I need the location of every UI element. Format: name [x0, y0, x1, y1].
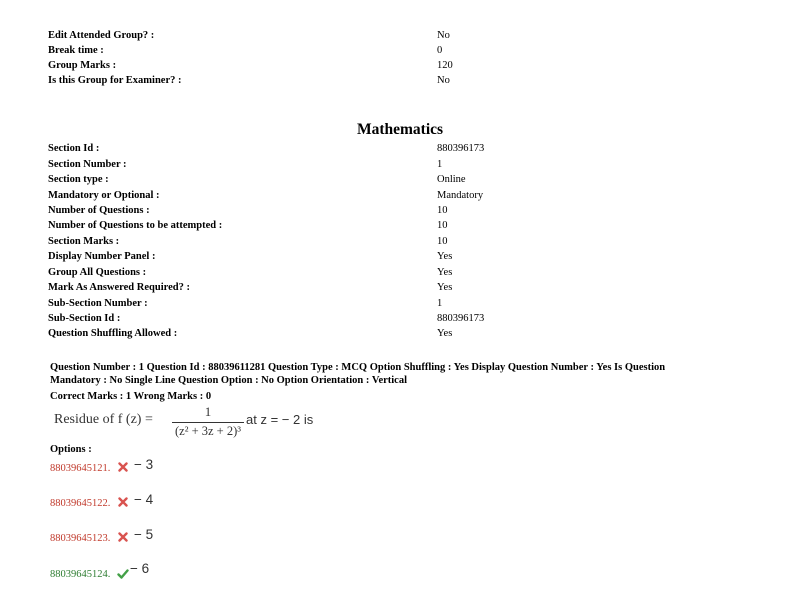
setting-value: 10 — [437, 236, 448, 247]
setting-label: Question Shuffling Allowed : — [48, 328, 178, 339]
option-answer: − 4 — [134, 492, 154, 507]
option-answer: − 5 — [134, 527, 154, 542]
setting-row — [48, 75, 568, 90]
setting-row — [48, 251, 568, 266]
option-id: 88039645122. — [50, 498, 111, 509]
fraction-denominator: (z² + 3z + 2)³ — [174, 424, 241, 438]
setting-label: Break time : — [48, 45, 104, 56]
question-info — [50, 361, 730, 387]
setting-row — [48, 267, 568, 282]
setting-label: Section Number : — [48, 159, 127, 170]
setting-value: Yes — [437, 267, 453, 278]
setting-row — [48, 313, 568, 328]
cross-icon — [117, 531, 129, 543]
option-answer: − 3 — [134, 457, 154, 472]
setting-value: No — [437, 75, 450, 86]
setting-value: 880396173 — [437, 313, 485, 324]
cross-icon — [117, 461, 129, 473]
setting-row — [48, 328, 568, 343]
question-marks: Correct Marks : 1 Wrong Marks : 0 — [50, 391, 212, 402]
setting-label: Group All Questions : — [48, 267, 147, 278]
setting-label: Section type : — [48, 174, 109, 185]
setting-label: Sub-Section Id : — [48, 313, 121, 324]
setting-value: Online — [437, 174, 466, 185]
setting-value: 10 — [437, 220, 448, 231]
setting-value: Yes — [437, 251, 453, 262]
question-text-suffix: at z = − 2 is — [246, 412, 314, 427]
setting-label: Group Marks : — [48, 60, 117, 71]
section-title: Mathematics — [356, 121, 444, 138]
setting-row — [48, 60, 568, 75]
setting-value: Yes — [437, 282, 453, 293]
setting-value: 1 — [437, 298, 443, 309]
setting-value: Yes — [437, 328, 453, 339]
setting-label: Edit Attended Group? : — [48, 30, 155, 41]
check-icon — [117, 568, 129, 580]
setting-row — [48, 45, 568, 60]
setting-value: Mandatory — [437, 190, 484, 201]
setting-value: No — [437, 30, 450, 41]
option-id: 88039645124. — [50, 569, 111, 580]
setting-label: Number of Questions : — [48, 205, 150, 216]
setting-label: Section Id : — [48, 143, 100, 154]
option-id: 88039645121. — [50, 463, 111, 474]
setting-row — [48, 30, 568, 45]
question-text-prefix: Residue of f (z) = — [54, 412, 153, 427]
fraction-numerator: 1 — [204, 404, 212, 419]
setting-label: Section Marks : — [48, 236, 120, 247]
setting-row — [48, 298, 568, 313]
question-info-line: Question Number : 1 Question Id : 88039611281 Question Type : MCQ Option Shuffling : Yes Display Question Number : Yes Is Question — [50, 362, 666, 373]
setting-row — [48, 174, 568, 189]
setting-row — [48, 143, 568, 158]
setting-row — [48, 159, 568, 174]
setting-label: Sub-Section Number : — [48, 298, 148, 309]
fraction-bar — [172, 422, 244, 423]
setting-value: 120 — [437, 60, 453, 71]
setting-row — [48, 282, 568, 297]
option-id: 88039645123. — [50, 533, 111, 544]
setting-value: 1 — [437, 159, 443, 170]
cross-icon — [117, 496, 129, 508]
setting-label: Number of Questions to be attempted : — [48, 220, 223, 231]
options-label: Options : — [50, 444, 92, 455]
setting-label: Display Number Panel : — [48, 251, 156, 262]
setting-row — [48, 190, 568, 205]
setting-row — [48, 220, 568, 235]
setting-value: 0 — [437, 45, 443, 56]
question-info-line: Mandatory : No Single Line Question Option : No Option Orientation : Vertical — [50, 375, 408, 386]
setting-value: 10 — [437, 205, 448, 216]
question-text — [54, 404, 474, 442]
option-answer: − 6 — [130, 561, 150, 576]
setting-value: 880396173 — [437, 143, 485, 154]
setting-label: Is this Group for Examiner? : — [48, 75, 182, 86]
setting-row — [48, 205, 568, 220]
setting-label: Mandatory or Optional : — [48, 190, 160, 201]
setting-label: Mark As Answered Required? : — [48, 282, 190, 293]
setting-row — [48, 236, 568, 251]
